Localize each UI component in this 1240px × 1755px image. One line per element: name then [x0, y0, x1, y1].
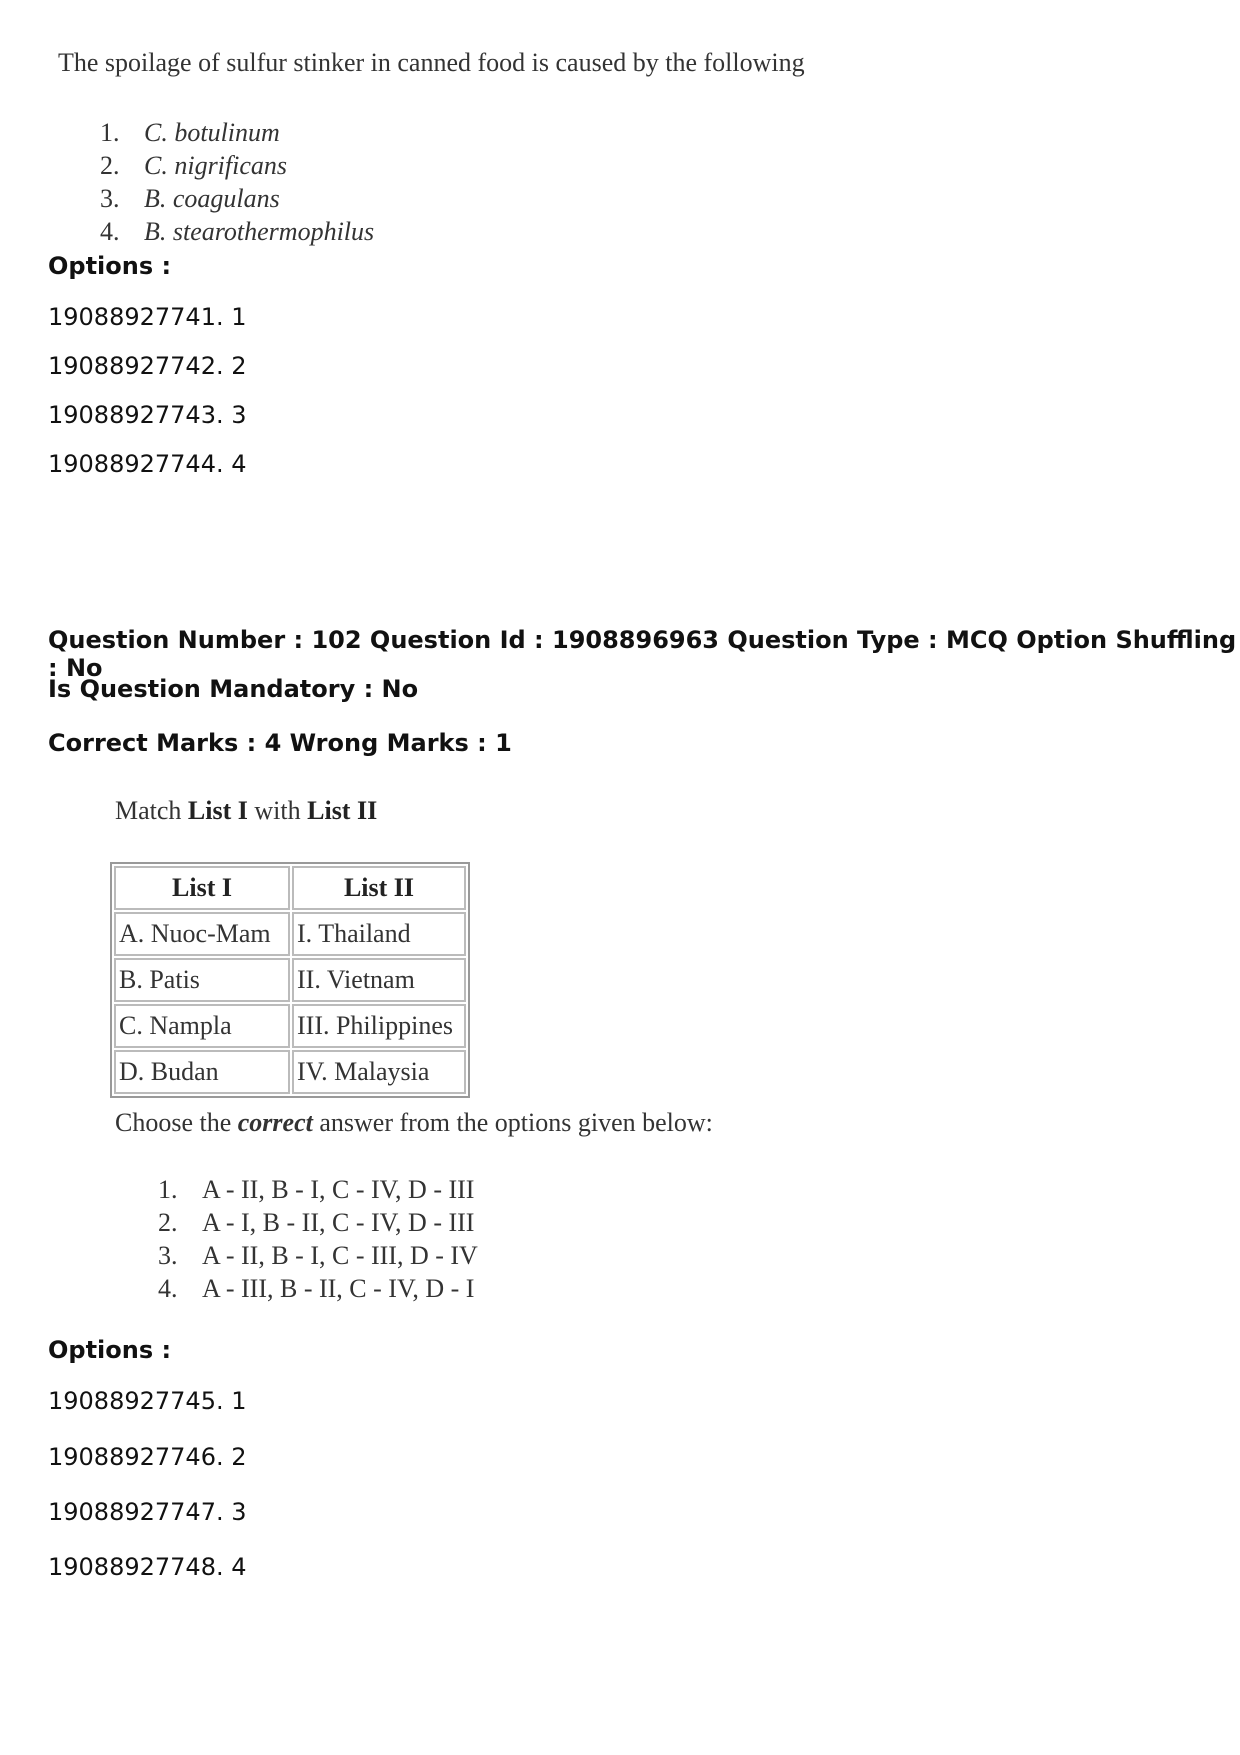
- list-item: 3. B. coagulans: [100, 184, 280, 213]
- list-item: 4. A - III, B - II, C - IV, D - I: [158, 1274, 475, 1303]
- option-line: 19088927747. 3: [48, 1498, 247, 1526]
- match-instruction: Match List I with List II: [115, 796, 378, 825]
- option-line: 19088927744. 4: [48, 450, 247, 478]
- question-1-items: [100, 116, 374, 248]
- table-cell: A. Nuoc-Mam: [114, 912, 290, 956]
- option-line: 19088927741. 1: [48, 303, 247, 331]
- table-row: [114, 912, 466, 956]
- choose-instruction: Choose the correct answer from the options given below:: [115, 1108, 713, 1137]
- options-heading: Options :: [48, 1336, 172, 1364]
- question-mandatory: Is Question Mandatory : No: [48, 675, 419, 703]
- list-item: 2. A - I, B - II, C - IV, D - III: [158, 1208, 475, 1237]
- list-item: 2. C. nigrificans: [100, 151, 288, 180]
- option-line: 19088927743. 3: [48, 401, 247, 429]
- option-line: 19088927748. 4: [48, 1553, 247, 1581]
- table-header-row: [114, 866, 466, 910]
- table-cell: III. Philippines: [292, 1004, 466, 1048]
- table-row: [114, 958, 466, 1002]
- list-item: 1. A - II, B - I, C - IV, D - III: [158, 1175, 475, 1204]
- table-cell: IV. Malaysia: [292, 1050, 466, 1094]
- option-line: 19088927746. 2: [48, 1443, 247, 1471]
- option-line: 19088927742. 2: [48, 352, 247, 380]
- table-cell: I. Thailand: [292, 912, 466, 956]
- table-header: List I: [114, 866, 290, 910]
- table-cell: D. Budan: [114, 1050, 290, 1094]
- list-item: 4. B. stearothermophilus: [100, 217, 375, 246]
- table-header: List II: [292, 866, 466, 910]
- table-cell: II. Vietnam: [292, 958, 466, 1002]
- question-2-items: [158, 1173, 478, 1305]
- question-meta: Question Number : 102 Question Id : 1908896963 Question Type : MCQ Option Shuffling : No: [48, 626, 1237, 682]
- table-cell: B. Patis: [114, 958, 290, 1002]
- table-row: [114, 1050, 466, 1094]
- table-cell: C. Nampla: [114, 1004, 290, 1048]
- table-row: [114, 1004, 466, 1048]
- list-item: 1. C. botulinum: [100, 118, 280, 147]
- option-line: 19088927745. 1: [48, 1387, 247, 1415]
- question-marks: Correct Marks : 4 Wrong Marks : 1: [48, 729, 512, 757]
- options-heading: Options :: [48, 252, 172, 280]
- list-item: 3. A - II, B - I, C - III, D - IV: [158, 1241, 478, 1270]
- question-1-stem: The spoilage of sulfur stinker in canned food is caused by the following: [58, 48, 805, 77]
- match-table: [110, 862, 470, 1098]
